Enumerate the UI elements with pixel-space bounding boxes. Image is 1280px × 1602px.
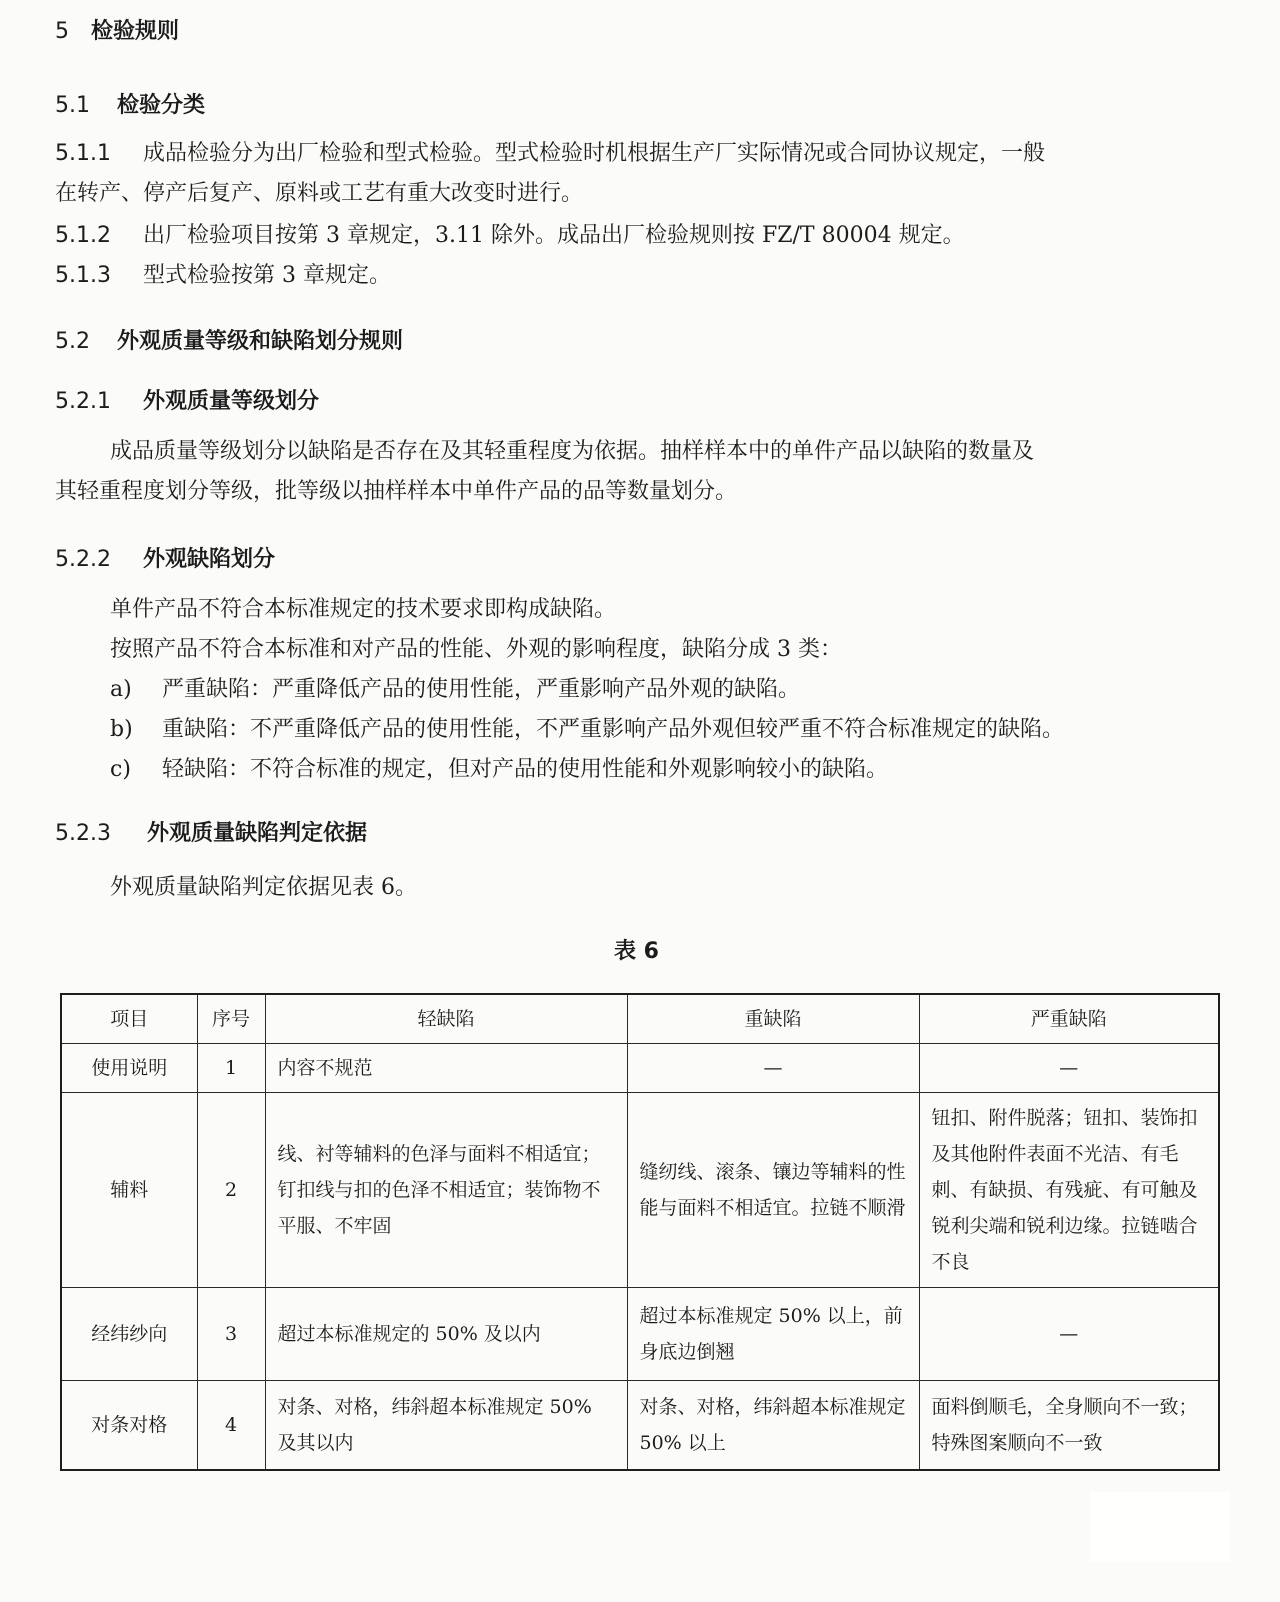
- scan-blank-patch: [1090, 1492, 1230, 1562]
- table-row: [61, 1381, 1219, 1471]
- cell-major: 缝纫线、滚条、镶边等辅料的性能与面料不相适宜。拉链不顺滑: [627, 1093, 919, 1288]
- header-no: 序号: [197, 994, 265, 1044]
- cell-major: —: [627, 1044, 919, 1093]
- cell-item: 经纬纱向: [61, 1288, 197, 1381]
- header-critical: 严重缺陷: [919, 994, 1219, 1044]
- clause-5-1-1-cont: 在转产、停产后复产、原料或工艺有重大改变时进行。: [55, 181, 584, 206]
- cell-item: 辅料: [61, 1093, 197, 1288]
- clause-5-2-2-p2: 按照产品不符合本标准和对产品的性能、外观的影响程度，缺陷分成 3 类：: [110, 637, 842, 662]
- table-row: [61, 1288, 1219, 1381]
- clause-5-2-1-para-cont: 其轻重程度划分等级，批等级以抽样样本中单件产品的品等数量划分。: [55, 479, 738, 504]
- cell-item: 使用说明: [61, 1044, 197, 1093]
- table-row: [61, 1044, 1219, 1093]
- cell-critical: 面料倒顺毛，全身顺向不一致；特殊图案顺向不一致: [919, 1381, 1219, 1471]
- cell-minor: 对条、对格，纬斜超本标准规定 50% 及其以内: [265, 1381, 627, 1471]
- header-major: 重缺陷: [627, 994, 919, 1044]
- cell-critical: —: [919, 1044, 1219, 1093]
- defect-criteria-table: [60, 993, 1220, 1471]
- cell-item: 对条对格: [61, 1381, 197, 1471]
- defect-list-item: c) 轻缺陷：不符合标准的规定，但对产品的使用性能和外观影响较小的缺陷。: [110, 757, 889, 782]
- clause-5-2-2-p1: 单件产品不符合本标准规定的技术要求即构成缺陷。: [110, 597, 617, 622]
- section-5-1-heading: 5.1 检验分类: [55, 93, 206, 118]
- section-5-heading: 5 检验规则: [55, 19, 180, 44]
- cell-major: 对条、对格，纬斜超本标准规定 50% 以上: [627, 1381, 919, 1471]
- cell-critical: 钮扣、附件脱落；钮扣、装饰扣及其他附件表面不光洁、有毛刺、有缺损、有残疵、有可触及锐利尖端和锐利边缘。拉链啮合不良: [919, 1093, 1219, 1288]
- cell-minor: 线、衬等辅料的色泽与面料不相适宜；钉扣线与扣的色泽不相适宜；装饰物不平服、不牢固: [265, 1093, 627, 1288]
- clause-5-2-1-para: 成品质量等级划分以缺陷是否存在及其轻重程度为依据。抽样样本中的单件产品以缺陷的数量及: [110, 439, 1035, 464]
- defect-list-item: b) 重缺陷：不严重降低产品的使用性能，不严重影响产品外观但较严重不符合标准规定的缺陷。: [110, 717, 1065, 742]
- defect-list-item: a) 严重缺陷：严重降低产品的使用性能，严重影响产品外观的缺陷。: [110, 677, 801, 702]
- cell-major: 超过本标准规定 50% 以上，前身底边倒翘: [627, 1288, 919, 1381]
- cell-minor: 超过本标准规定的 50% 及以内: [265, 1288, 627, 1381]
- header-minor: 轻缺陷: [265, 994, 627, 1044]
- table-header-row: [61, 994, 1219, 1044]
- section-5-2-1-heading: 5.2.1 外观质量等级划分: [55, 389, 320, 414]
- header-item: 项目: [61, 994, 197, 1044]
- table-caption: 表 6: [614, 939, 659, 964]
- cell-no: 2: [197, 1093, 265, 1288]
- section-5-2-heading: 5.2 外观质量等级和缺陷划分规则: [55, 329, 404, 354]
- cell-no: 3: [197, 1288, 265, 1381]
- clause-5-1-2: 5.1.2 出厂检验项目按第 3 章规定，3.11 除外。成品出厂检验规则按 FZ/T 80004 规定。: [55, 223, 965, 248]
- clause-5-1-3: 5.1.3 型式检验按第 3 章规定。: [55, 263, 391, 288]
- clause-5-2-3-para: 外观质量缺陷判定依据见表 6。: [110, 875, 417, 900]
- cell-minor: 内容不规范: [265, 1044, 627, 1093]
- section-5-2-2-heading: 5.2.2 外观缺陷划分: [55, 547, 276, 572]
- table-row: [61, 1093, 1219, 1288]
- clause-5-1-1: 5.1.1 成品检验分为出厂检验和型式检验。型式检验时机根据生产厂实际情况或合同协议规定，一般: [55, 141, 1046, 166]
- cell-no: 4: [197, 1381, 265, 1471]
- cell-critical: —: [919, 1288, 1219, 1381]
- section-5-2-3-heading: 5.2.3 外观质量缺陷判定依据: [55, 821, 368, 846]
- cell-no: 1: [197, 1044, 265, 1093]
